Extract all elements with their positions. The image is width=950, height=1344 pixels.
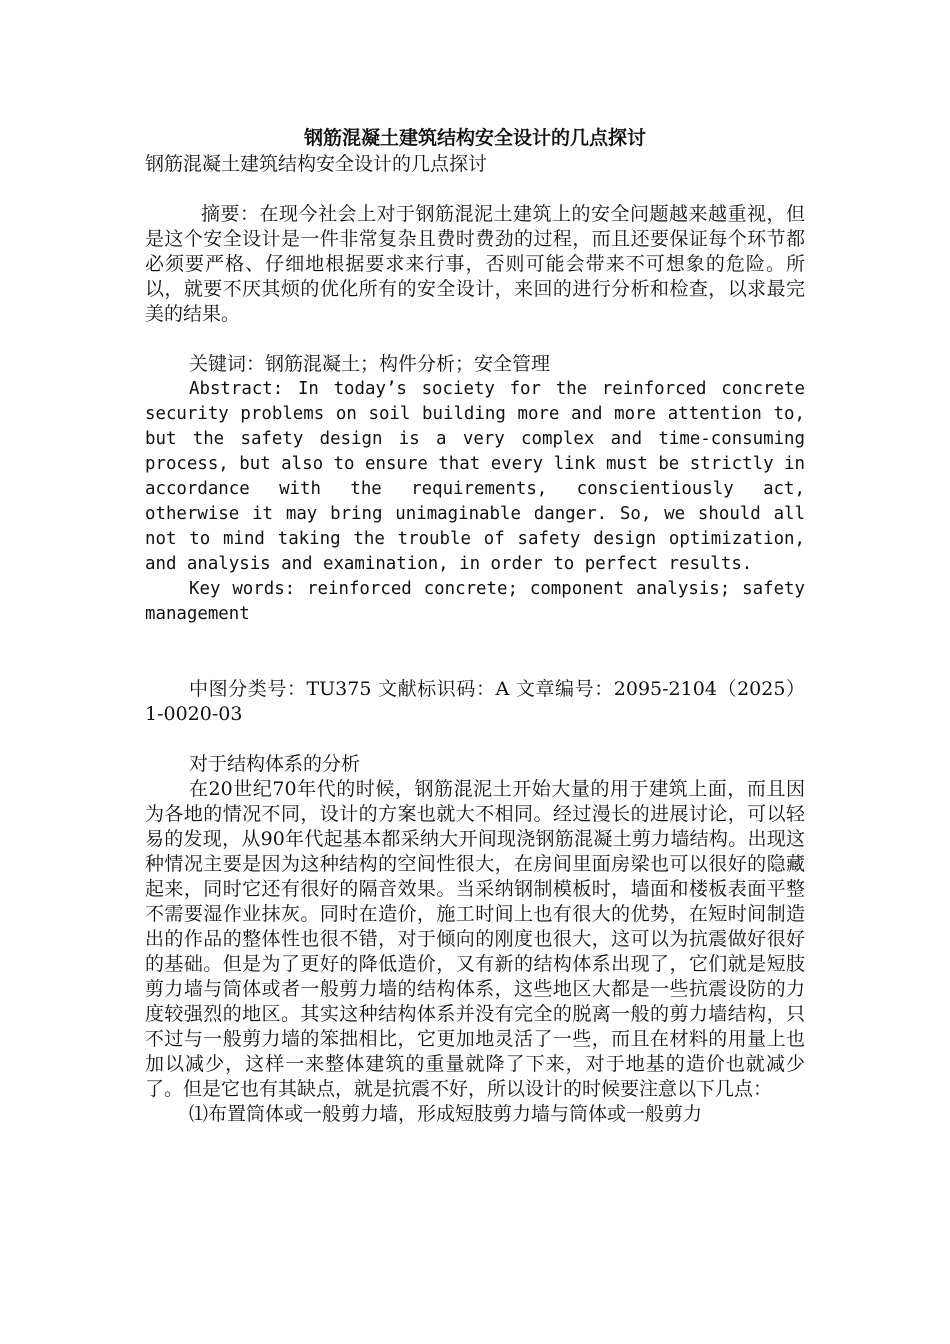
document-subtitle: 钢筋混凝土建筑结构安全设计的几点探讨 [145, 153, 488, 175]
section-heading: 对于结构体系的分析 [189, 753, 361, 775]
abstract-chinese: 摘要：在现今社会上对于钢筋混泥土建筑上的安全问题越来越重视，但是这个安全设计是一件非常复杂且费时费劲的过程，而且还要保证每个环节都必须要严格、仔细地根据要求来行事，否则可能会带来不可想象的危险。所以，就要不厌其烦的优化所有的安全设计，来回的进行分析和检查，以求最完美的结果。 [145, 203, 805, 325]
classification-info: 中图分类号：TU375 文献标识码：A 文章编号：2095-2104（2025）1-0020-03 [145, 678, 805, 725]
keywords-english: Key words: reinforced concrete; component analysis; safety management [145, 579, 805, 624]
body-paragraph: 在20世纪70年代的时候，钢筋混泥土开始大量的用于建筑上面，而且因为各地的情况不同，设计的方案也就大不相同。经过漫长的进展讨论，可以轻易的发现，从90年代起基本都采纳大开间现浇钢筋混凝土剪力墙结构。出现这种情况主要是因为这种结构的空间性很大，在房间里面房梁也可以很好的隐藏起来，同时它还有很好的隔音效果。当采纳钢制模板时，墙面和楼板表面平整不需要湿作业抹灰。同时在造价，施工时间上也有很大的优势，在短时间制造出的作品的整体性也很不错，对于倾向的刚度也很大，这可以为抗震做好很好的基础。但是为了更好的降低造价，又有新的结构体系出现了，它们就是短肢剪力墙与筒体或者一般剪力墙的结构体系，这些地区大都是一些抗震设防的力度较强烈的地区。其实这种结构体系并没有完全的脱离一般的剪力墙结构，只不过与一般剪力墙的笨拙相比，它更加地灵活了一些，而且在材料的用量上也加以减少，这样一来整体建筑的重量就降了下来，对于地基的造价也就减少了。但是它也有其缺点，就是抗震不好，所以设计的时候要注意以下几点： [145, 778, 805, 1100]
spacer [145, 177, 805, 202]
keywords-chinese: 关键词：钢筋混凝土；构件分析；安全管理 [189, 353, 551, 375]
list-item: ⑴布置筒体或一般剪力墙，形成短肢剪力墙与筒体或一般剪力 [189, 1103, 703, 1125]
abstract-english: Abstract: In today’s society for the reinforced concrete security problems on soil building more and more attention to, but the safety design is a very complex and time-consuming process, but also to ensure that every link must be strictly in accordance with the requirements, conscientiously act, otherwise it may bring unimaginable danger. So, we should all not to mind taking the trouble of safety design optimization, and analysis and examination, in order to perfect results. [145, 379, 805, 574]
document-page [145, 124, 805, 1127]
spacer [145, 627, 805, 677]
spacer [145, 327, 805, 352]
spacer [145, 727, 805, 752]
document-title: 钢筋混凝土建筑结构安全设计的几点探讨 [303, 127, 646, 149]
